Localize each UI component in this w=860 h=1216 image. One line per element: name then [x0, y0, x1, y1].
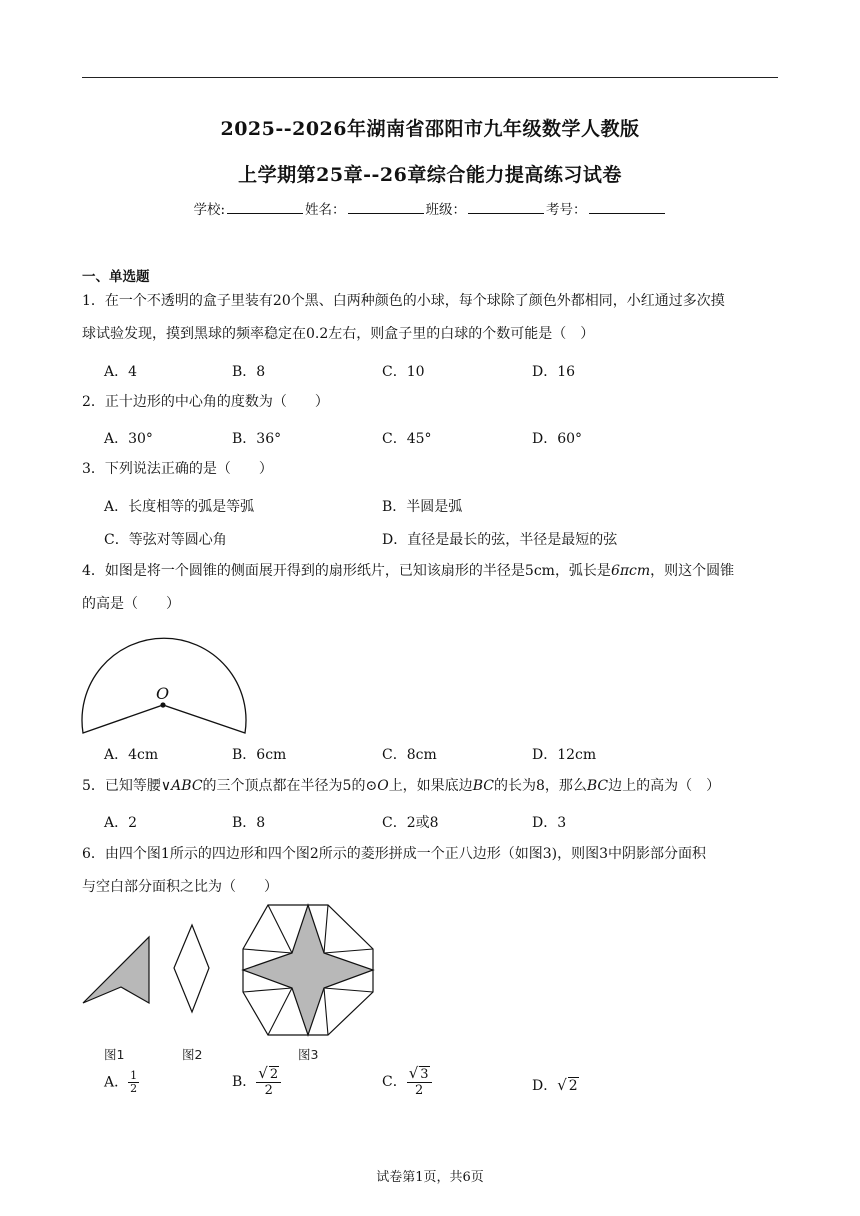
q6-c-num: √ 3	[407, 1066, 432, 1083]
school-blank[interactable]	[227, 201, 303, 214]
q6-d-radicand: 2	[568, 1078, 578, 1094]
q3-option-c: C．等弦对等圆心角	[104, 532, 227, 548]
q5-option-d: D．3	[532, 815, 567, 831]
q5-text	[82, 770, 720, 803]
name-blank[interactable]	[348, 201, 424, 214]
q2-option-b: B．36°	[232, 431, 282, 447]
sector-center-label: O	[156, 684, 170, 703]
q4-option-b: B．6cm	[232, 747, 287, 763]
q4-text-a: 4．如图是将一个圆锥的侧面展开得到的扇形纸片，已知该扇形的半径是	[82, 563, 525, 579]
q5-bc-1: BC	[472, 778, 494, 794]
q6-option-a	[104, 1070, 139, 1095]
q6-b-den: 2	[264, 1083, 273, 1098]
q1-option-a: A．4	[104, 364, 138, 380]
q5-circle: ⊙O	[365, 778, 389, 794]
q5-text-4: 的长为8，那么	[493, 778, 587, 794]
q6-line-1: 6．由四个图1所示的四边形和四个图2所示的菱形拼成一个正八边形（如图3)，则图3中阴影部分面积	[82, 846, 706, 862]
figure-2-rhombus	[174, 925, 209, 1012]
class-blank[interactable]	[468, 201, 544, 214]
q4-sector-figure	[78, 632, 250, 740]
q6-option-c-label: C．	[382, 1074, 407, 1090]
q5-triangle: ∨ABC	[160, 778, 203, 794]
title-line-1: 2025--2026年湖南省邵阳市九年级数学人教版	[220, 118, 640, 140]
q4-arc-length: 6πcm	[610, 563, 651, 579]
name-label: 姓名：	[305, 202, 346, 218]
q4-option-a: A．4cm	[104, 747, 159, 763]
q6-option-d-label: D．	[532, 1078, 558, 1094]
section-title: 一、单选题	[82, 269, 150, 285]
q6-option-b-fraction	[256, 1066, 281, 1098]
q6-a-den: 2	[130, 1082, 138, 1095]
q3-option-a: A．长度相等的弧是等弧	[104, 499, 255, 515]
q5-option-b: B．8	[232, 815, 266, 831]
school-label: 学校:	[193, 202, 226, 218]
q4-option-d: D．12cm	[532, 747, 597, 763]
q1-option-c: C．10	[382, 364, 425, 380]
q1-line-1: 1．在一个不透明的盒子里装有20个黑、白两种颜色的小球，每个球除了颜色外都相同，小红通过多次摸	[82, 293, 725, 309]
q1-line-2: 球试验发现，摸到黑球的频率稳定在0.2左右，则盒子里的白球的个数可能是（ ）	[82, 326, 595, 342]
q5-bc-2: BC	[586, 778, 609, 794]
title-line-2: 上学期第25章--26章综合能力提高练习试卷	[238, 164, 622, 186]
q3-text: 3．下列说法正确的是（ ）	[82, 461, 273, 477]
q6-option-b-label: B．	[232, 1074, 257, 1090]
q2-text: 2．正十边形的中心角的度数为（ ）	[82, 394, 329, 410]
q3-option-d: D．直径是最长的弦，半径是最短的弦	[382, 532, 618, 548]
q4-text-b: ，弧长是	[554, 563, 611, 579]
q5-option-c: C．2或8	[382, 815, 439, 831]
exam-no-label: 考号：	[546, 202, 587, 218]
q6-figures	[78, 900, 378, 1040]
q6-option-c-fraction	[407, 1066, 432, 1098]
sector-center-dot	[160, 702, 165, 707]
student-info-line	[0, 198, 860, 218]
q5-text-1: 5．已知等腰	[82, 778, 161, 794]
q2-option-a: A．30°	[104, 431, 153, 447]
q4-radius: 5cm	[524, 563, 555, 579]
q6-a-num: 1	[130, 1069, 138, 1082]
q4-line-1	[82, 555, 734, 588]
q6-line-2: 与空白部分面积之比为（ ）	[82, 879, 278, 895]
q5-text-5: 边上的高为（ ）	[608, 778, 721, 794]
q3-option-b: B．半圆是弧	[382, 499, 463, 515]
q5-text-3: 上，如果底边	[388, 778, 473, 794]
q6-option-a-fraction	[128, 1070, 139, 1095]
q4-line-2: 的高是（ ）	[82, 596, 180, 612]
q6-c-radicand: 3	[420, 1067, 429, 1082]
class-label: 班级：	[425, 202, 467, 218]
q4-text-c: ，则这个圆锥	[650, 563, 735, 579]
exam-no-blank[interactable]	[589, 201, 665, 214]
q2-option-c: C．45°	[382, 431, 432, 447]
q5-option-a: A．2	[104, 815, 138, 831]
figure-3-label: 图3	[298, 1047, 319, 1062]
header-rule	[82, 77, 778, 78]
q1-option-d: D．16	[532, 364, 576, 380]
q6-option-d: D．√ 2	[532, 1076, 578, 1094]
q6-b-num: √ 2	[256, 1066, 281, 1083]
q6-option-c	[382, 1066, 432, 1098]
q5-text-2: 的三个顶点都在半径为5的	[202, 778, 366, 794]
page-footer: 试卷第1页，共6页	[376, 1170, 484, 1185]
figure-1-label: 图1	[104, 1047, 125, 1062]
figure-2-label: 图2	[182, 1047, 203, 1062]
q4-option-c: C．8cm	[382, 747, 437, 763]
q2-option-d: D．60°	[532, 431, 583, 447]
q6-option-a-label: A．	[104, 1074, 129, 1091]
q6-c-den: 2	[415, 1083, 424, 1098]
q6-option-b	[232, 1066, 281, 1098]
figure-1-quadrilateral	[83, 937, 149, 1003]
q6-b-radicand: 2	[269, 1067, 279, 1082]
q1-option-b: B．8	[232, 364, 266, 380]
